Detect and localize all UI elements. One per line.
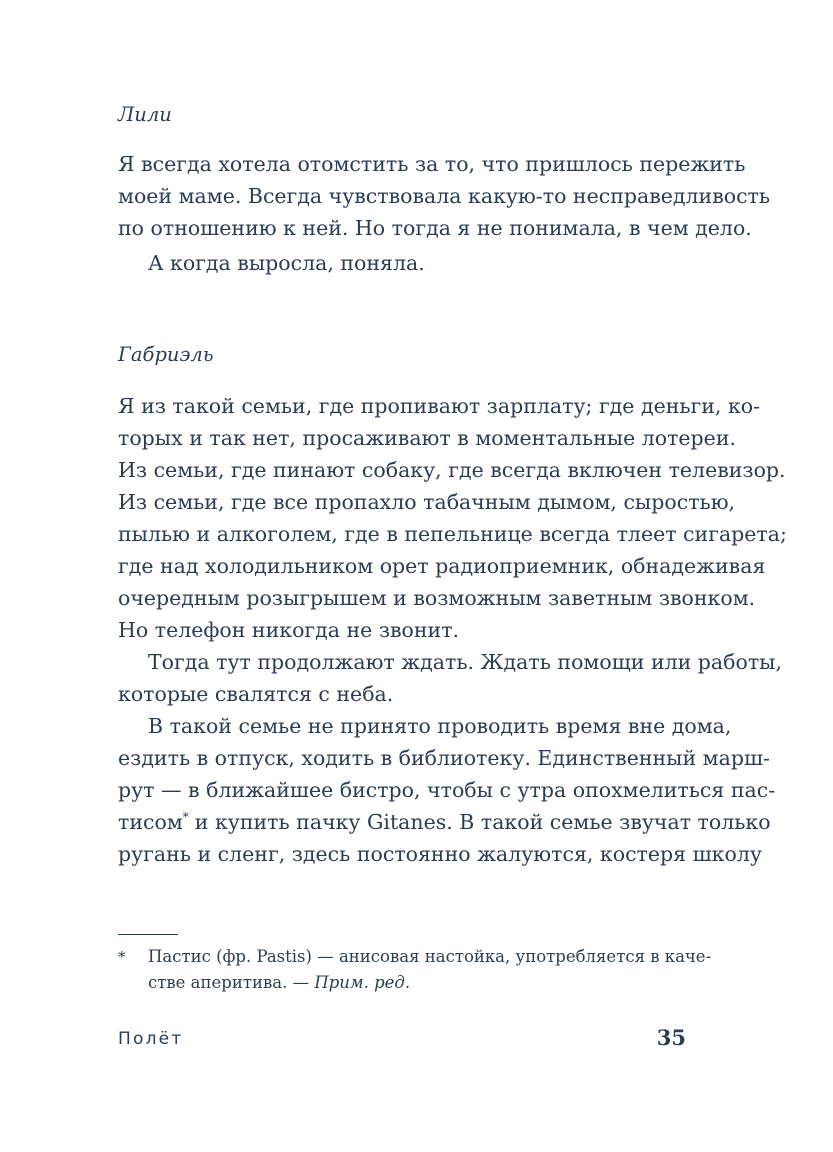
paragraph-text: и купить пачку Gitanes. В такой семье звучат только	[194, 810, 771, 834]
paragraph-line: Я всегда хотела отомстить за то, что пришлось пережить	[118, 152, 746, 176]
footnote-reference: *	[182, 810, 189, 824]
paragraph-line: очередным розыгрышем и возможным заветным звонком.	[118, 586, 756, 610]
speaker-name-gabriel: Габриэль	[118, 343, 214, 366]
footnote-mark: *	[118, 948, 126, 966]
footnote-editor-note: Прим. ред.	[314, 973, 411, 992]
page-number: 35	[656, 1025, 686, 1050]
paragraph-line: по отношению к ней. Но тогда я не понимала, в чем дело.	[118, 216, 752, 240]
paragraph-line: А когда выросла, поняла.	[148, 251, 425, 275]
paragraph-line: Я из такой семьи, где пропивают зарплату; где деньги, ко-	[118, 394, 761, 418]
paragraph-line: Из семьи, где пинают собаку, где всегда включен телевизор.	[118, 458, 786, 482]
footnote-separator	[118, 934, 178, 935]
paragraph-line: ругань и сленг, здесь постоянно жалуются, костеря школу	[118, 842, 762, 866]
footnote-line	[148, 972, 410, 994]
paragraph-line-with-footnote	[118, 810, 771, 834]
paragraph-line: Из семьи, где все пропахло табачным дымом, сыростью,	[118, 490, 736, 514]
speaker-name-lili: Лили	[118, 103, 172, 126]
paragraph-text: тисом	[118, 810, 183, 834]
paragraph-line: Тогда тут продолжают ждать. Ждать помощи или работы,	[148, 650, 783, 674]
paragraph-line: которые свалятся с неба.	[118, 682, 394, 706]
paragraph-line: ездить в отпуск, ходить в библиотеку. Единственный марш-	[118, 746, 770, 770]
footnote-text: стве аперитива. —	[148, 973, 315, 992]
paragraph-line: где над холодильником орет радиоприемник, обнадеживая	[118, 554, 766, 578]
paragraph-line: рут — в ближайшее бистро, чтобы с утра опохмелиться пас-	[118, 778, 776, 802]
paragraph-line: В такой семье не принято проводить время вне дома,	[148, 714, 732, 738]
paragraph-line: пылью и алкоголем, где в пепельнице всегда тлеет сигарета;	[118, 522, 787, 546]
footnote-line: Пастис (фр. Pastis) — анисовая настойка, употребляется в каче-	[148, 947, 712, 966]
paragraph-line: моей маме. Всегда чувствовала какую-то несправедливость	[118, 184, 771, 208]
paragraph-line: торых и так нет, просаживают в моментальные лотереи.	[118, 426, 736, 450]
paragraph-line: Но телефон никогда не звонит.	[118, 618, 460, 642]
running-title: Полёт	[118, 1029, 184, 1049]
